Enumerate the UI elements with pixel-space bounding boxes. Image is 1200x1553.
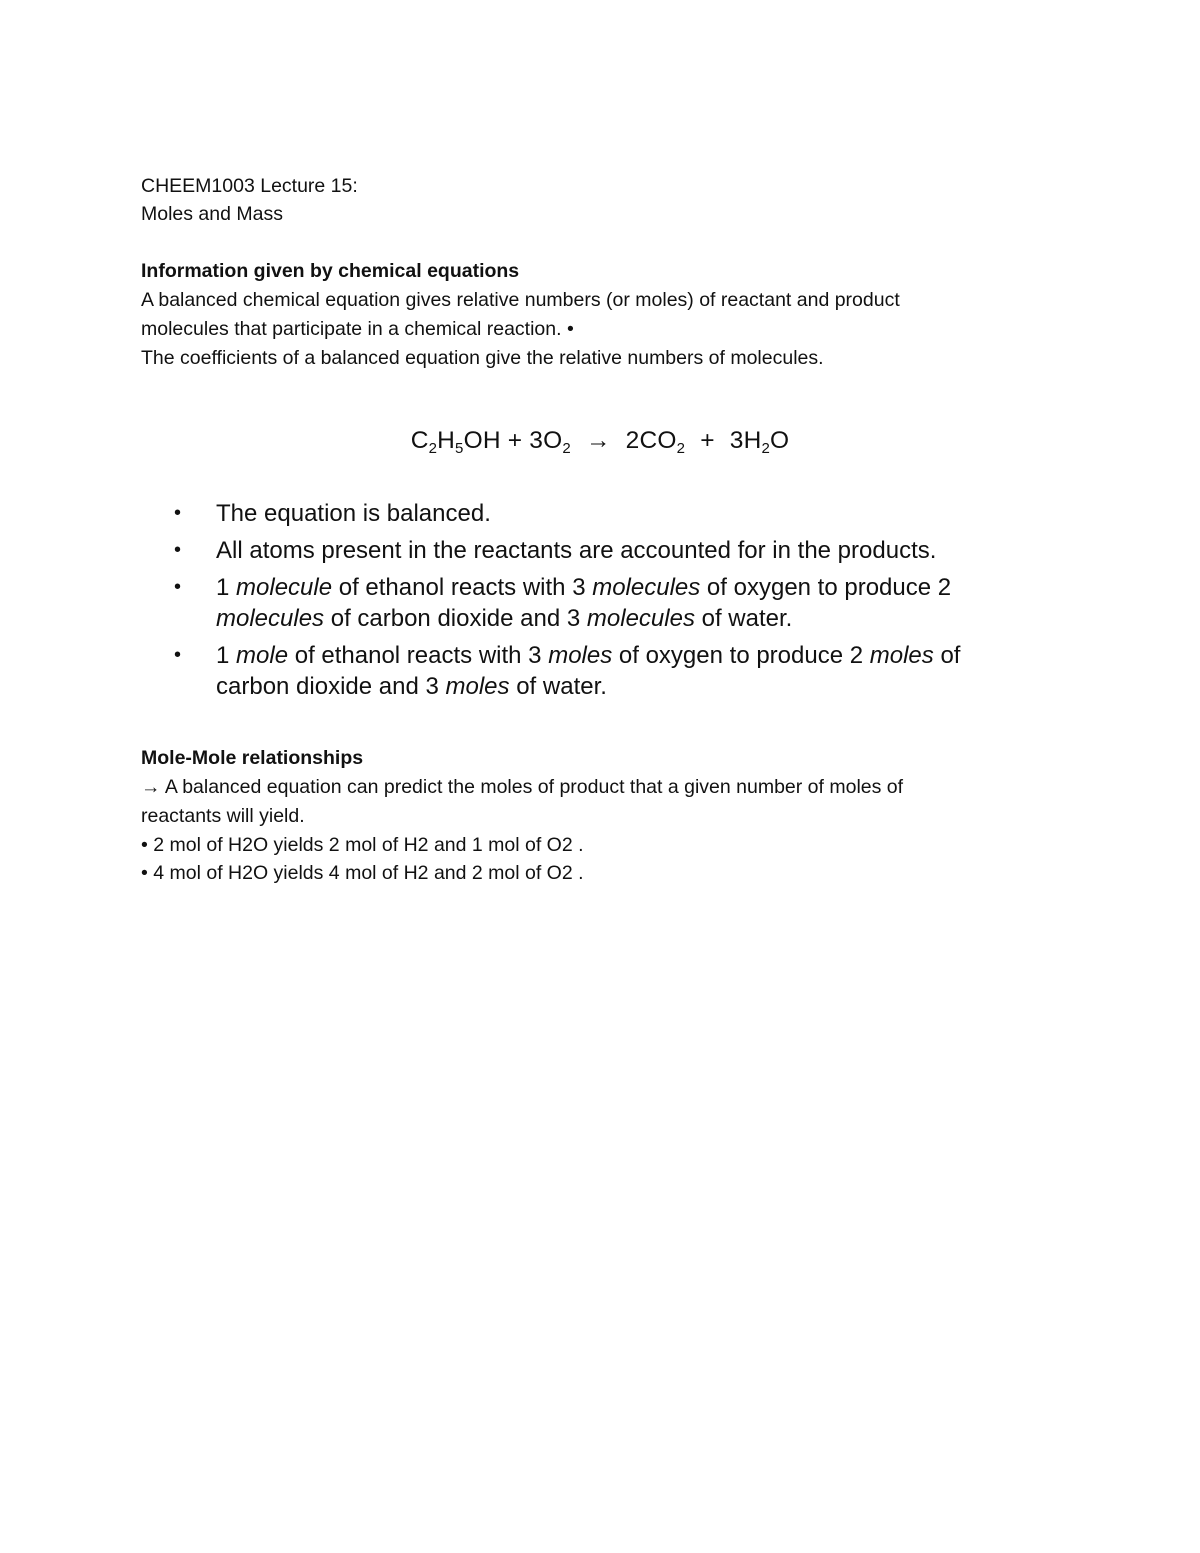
eq-sub: 2 (562, 440, 571, 457)
section-heading-mole-mole: Mole-Mole relationships (141, 747, 364, 769)
eq-co2: 2CO (625, 427, 677, 454)
list-item: • 1 molecule of ethanol reacts with 3 molecules of oxygen to produce 2 molecules of carbon dioxide and 3 molecules of water. (174, 574, 952, 632)
list-item: • All atoms present in the reactants are accounted for in the products. (174, 537, 937, 564)
paragraph-line: A balanced chemical equation gives relative numbers (or moles) of reactant and product (141, 289, 900, 311)
list-item: • 2 mol of H2O yields 2 mol of H2 and 1 mol of O2 . (141, 834, 584, 856)
eq-ethanol-rest: OH (463, 427, 501, 454)
eq-sub: 2 (761, 440, 771, 457)
eq-arrow-icon: → (585, 427, 611, 454)
paragraph-line: reactants will yield. (141, 805, 305, 827)
eq-water-rest: O (770, 427, 790, 454)
equation-bullet-list (171, 498, 1051, 708)
paragraph-line: molecules that participate in a chemical reaction. • (141, 318, 574, 340)
lecture-title: CHEEM1003 Lecture 15: (141, 175, 358, 197)
section-heading-information: Information given by chemical equations (141, 260, 520, 282)
lecture-subtitle: Moles and Mass (141, 203, 283, 225)
eq-sub: 5 (455, 440, 464, 457)
chemical-equation (0, 424, 1200, 458)
eq-ethanol-c: C (410, 427, 429, 454)
eq-plus: + (700, 427, 715, 454)
paragraph-line: The coefficients of a balanced equation give the relative numbers of molecules. (141, 347, 824, 369)
list-item: • 1 mole of ethanol reacts with 3 moles of oxygen to produce 2 moles of carbon dioxide and 3 moles of water. (174, 642, 961, 700)
eq-oxygen: 3O (529, 427, 563, 454)
eq-water: 3H (729, 427, 762, 454)
list-item: • The equation is balanced. (174, 500, 491, 527)
paragraph-line: → A balanced equation can predict the moles of product that a given number of moles of (141, 776, 904, 798)
bullet-icon: • (174, 644, 182, 666)
bullet-icon: • (174, 576, 182, 598)
eq-ethanol-h: H (437, 427, 456, 454)
eq-plus: + (507, 427, 523, 454)
eq-sub: 2 (676, 440, 686, 457)
eq-sub: 2 (428, 440, 438, 457)
bullet-icon: • (174, 502, 182, 524)
list-item: • 4 mol of H2O yields 4 mol of H2 and 2 mol of O2 . (141, 862, 584, 884)
bullet-icon: • (174, 539, 182, 561)
